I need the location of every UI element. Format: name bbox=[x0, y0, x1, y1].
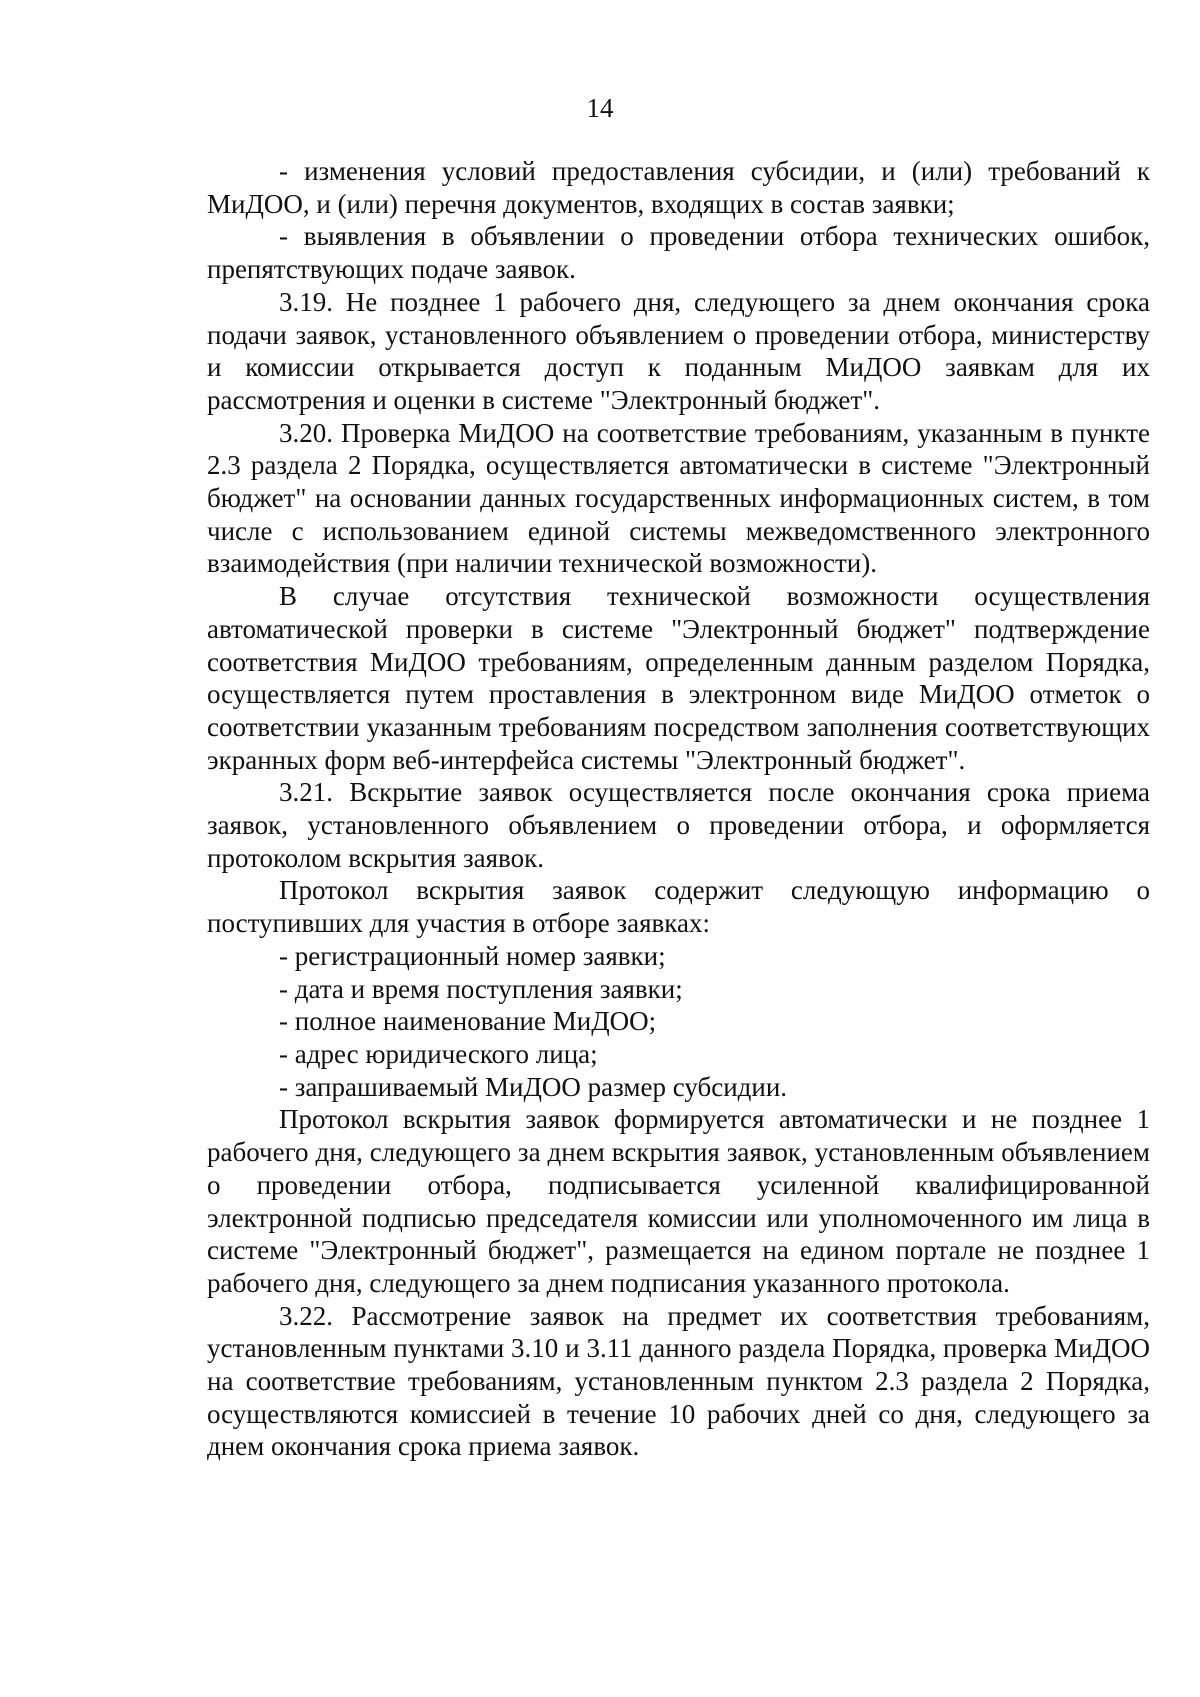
paragraph: 3.22. Рассмотрение заявок на предмет их соответствия требованиям, установленным пунктами 3.10 и 3.11 данного раздела Порядка, проверка МиДОО на соответствие требованиям, установленным пунктом 2.3 раздела 2 Порядка, осуществляются комиссией в течение 10 рабочих дней со дня, следующего за днем окончания срока приема заявок. bbox=[207, 1300, 1150, 1462]
paragraph: 3.19. Не позднее 1 рабочего дня, следующего за днем окончания срока подачи заявок, установленного объявлением о проведении отбора, министерству и комиссии открывается доступ к поданным МиДОО заявкам для их рассмотрения и оценки в системе "Электронный бюджет". bbox=[207, 286, 1150, 415]
paragraph: - выявления в объявлении о проведении отбора технических ошибок, препятствующих подаче заявок. bbox=[207, 221, 1150, 285]
paragraph: В случае отсутствия технической возможности осуществления автоматической проверки в системе "Электронный бюджет" подтверждение соответствия МиДОО требованиям, определенным данным разделом Порядка, осуществляется путем проставления в электронном виде МиДОО отметок о соответствии указанным требованиям посредством заполнения соответствующих экранных форм веб-интерфейса системы "Электронный бюджет". bbox=[207, 581, 1150, 775]
list-item: - запрашиваемый МиДОО размер субсидии. bbox=[279, 1071, 788, 1102]
list-item: - полное наименование МиДОО; bbox=[279, 1006, 657, 1037]
paragraph: Протокол вскрытия заявок содержит следующую информацию о поступивших для участия в отборе заявках: bbox=[207, 875, 1150, 939]
document-body bbox=[207, 155, 1150, 1463]
list-item: - регистрационный номер заявки; bbox=[279, 940, 666, 971]
paragraph: 3.21. Вскрытие заявок осуществляется после окончания срока приема заявок, установленного объявлением о проведении отбора, и оформляется протоколом вскрытия заявок. bbox=[207, 777, 1150, 873]
list-item: - дата и время поступления заявки; bbox=[279, 973, 683, 1004]
page-number: 14 bbox=[586, 93, 614, 123]
paragraph: - изменения условий предоставления субсидии, и (или) требований к МиДОО, и (или) перечня документов, входящих в состав заявки; bbox=[207, 156, 1150, 219]
paragraph: Протокол вскрытия заявок формируется автоматически и не позднее 1 рабочего дня, следующего за днем вскрытия заявок, установленным объявлением о проведении отбора, подписывается усиленной квалифицированной электронной подписью председателя комиссии или уполномоченного им лица в системе "Электронный бюджет", размещается на едином портале не позднее 1 рабочего дня, следующего за днем подписания указанного протокола. bbox=[207, 1104, 1150, 1298]
paragraph: 3.20. Проверка МиДОО на соответствие требованиям, указанным в пункте 2.3 раздела 2 Порядка, осуществляется автоматически в системе "Электронный бюджет" на основании данных государственных информационных систем, в том числе с использованием единой системы межведомственного электронного взаимодействия (при наличии технической возможности). bbox=[207, 417, 1150, 579]
list-item: - адрес юридического лица; bbox=[279, 1038, 598, 1069]
